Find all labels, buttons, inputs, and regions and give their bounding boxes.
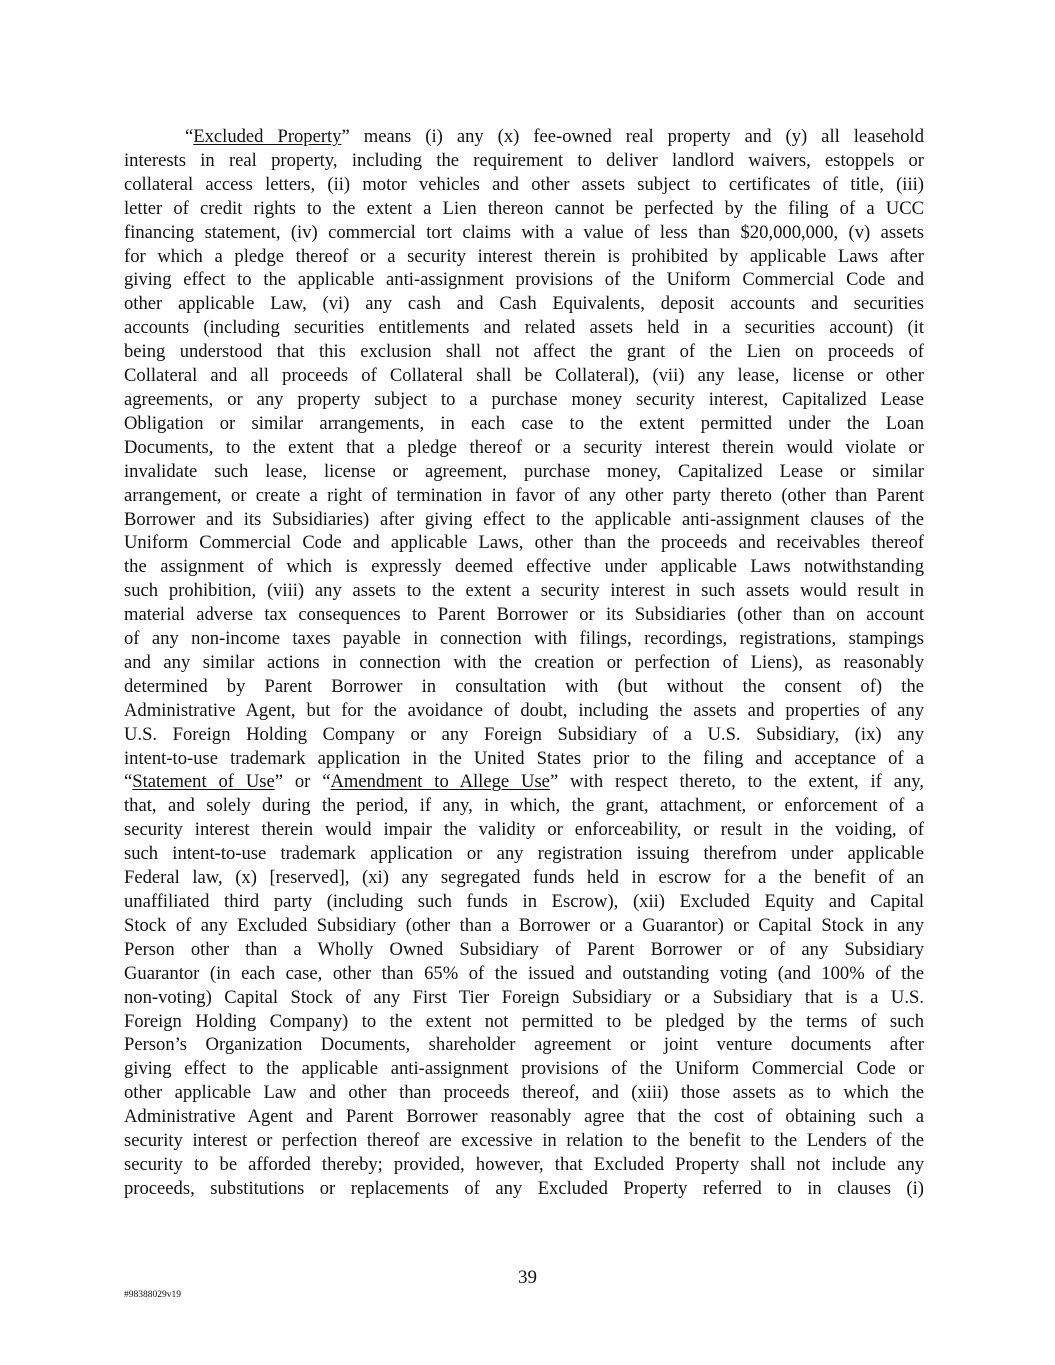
paragraph-lines-group xyxy=(124,149,924,771)
paragraph-line: unaffiliated third party (including such funds in Escrow), (xii) Excluded Equity and Capital xyxy=(124,891,924,912)
excluded-property-definition xyxy=(124,125,924,1201)
paragraph-line: Federal law, (x) [reserved], (xi) any segregated funds held in escrow for a the benefit of an xyxy=(124,867,924,889)
paragraph-line: U.S. Foreign Holding Company or any Foreign Subsidiary of a U.S. Subsidiary, (ix) any xyxy=(124,723,924,745)
paragraph-line: security interest or perfection thereof are excessive in relation to the benefit to the Lenders of the xyxy=(124,1130,924,1152)
paragraph-line: agreements, or any property subject to a purchase money security interest, Capitalized Lease xyxy=(124,388,924,410)
paragraph-line: Foreign Holding Company) to the extent not permitted to be pledged by the terms of such xyxy=(124,1010,924,1032)
paragraph-line: proceeds, substitutions or replacements of any Excluded Property referred to in clauses (i) xyxy=(124,1177,924,1199)
paragraph-line: Documents, to the extent that a pledge thereof or a security interest therein would violate or xyxy=(124,436,924,458)
paragraph-line: security to be afforded thereby; provided, however, that Excluded Property shall not include any xyxy=(124,1153,924,1175)
paragraph-line: determined by Parent Borrower in consultation with (but without the consent of) the xyxy=(124,675,924,697)
paragraph-lines-group xyxy=(124,794,924,1200)
paragraph-line: and any similar actions in connection with the creation or perfection of Liens), as reasonably xyxy=(124,651,924,673)
paragraph-line: intent-to-use trademark application in the United States prior to the filing and acceptance of a xyxy=(124,747,924,769)
paragraph-line: Uniform Commercial Code and applicable Laws, other than the proceeds and receivables thereof xyxy=(124,532,924,554)
paragraph-line: arrangement, or create a right of termination in favor of any other party thereto (other than Parent xyxy=(124,484,924,506)
paragraph-line: Guarantor (in each case, other than 65% of the issued and outstanding voting (and 100% of the xyxy=(124,962,924,984)
paragraph-line-statement-of-use: “Statement of Use” or “Amendment to Allege Use” with respect thereto, to the extent, if any, xyxy=(124,771,924,793)
paragraph-line-1: “Excluded Property” means (i) any (x) fee-owned real property and (y) all leasehold xyxy=(185,126,924,147)
defined-term-excluded-property: Excluded Property xyxy=(193,126,342,147)
paragraph-line: collateral access letters, (ii) motor vehicles and other assets subject to certificates of title, (iii) xyxy=(124,173,924,195)
page-number: 39 xyxy=(518,1267,537,1288)
paragraph-line: other applicable Law and other than proceeds thereof, and (xiii) those assets as to which the xyxy=(124,1082,924,1104)
defined-term-amendment-to-allege-use: Amendment to Allege Use xyxy=(330,771,550,793)
document-id: #98388029v19 xyxy=(124,1290,181,1300)
paragraph-line: material adverse tax consequences to Parent Borrower or its Subsidiaries (other than on account xyxy=(124,604,924,626)
paragraph-line: financing statement, (iv) commercial tort claims with a value of less than $20,000,000, (v) assets xyxy=(124,221,924,243)
paragraph-line: for which a pledge thereof or a security interest therein is prohibited by applicable Laws after xyxy=(124,245,924,267)
paragraph-line: invalidate such lease, license or agreement, purchase money, Capitalized Lease or similar xyxy=(124,460,924,482)
paragraph-line: Person’s Organization Documents, shareholder agreement or joint venture documents after xyxy=(124,1034,924,1056)
paragraph-line: security interest therein would impair the validity or enforceability, or result in the voiding, of xyxy=(124,819,924,841)
paragraph-line: being understood that this exclusion shall not affect the grant of the Lien on proceeds of xyxy=(124,341,924,363)
paragraph-line: giving effect to the applicable anti-assignment provisions of the Uniform Commercial Code or xyxy=(124,1058,924,1080)
paragraph-line: other applicable Law, (vi) any cash and Cash Equivalents, deposit accounts and securities xyxy=(124,293,924,315)
paragraph-line: accounts (including securities entitlements and related assets held in a securities account) (it xyxy=(124,317,924,339)
paragraph-line: such prohibition, (viii) any assets to the extent a security interest in such assets would result in xyxy=(124,580,924,602)
paragraph-line: Administrative Agent and Parent Borrower reasonably agree that the cost of obtaining such a xyxy=(124,1106,924,1128)
defined-term-statement-of-use: Statement of Use xyxy=(132,771,275,793)
paragraph-line: of any non-income taxes payable in connection with filings, recordings, registrations, stampings xyxy=(124,628,924,650)
paragraph-line: such intent-to-use trademark application or any registration issuing therefrom under applicable xyxy=(124,843,924,865)
paragraph-line: Borrower and its Subsidiaries) after giving effect to the applicable anti-assignment clauses of the xyxy=(124,508,924,530)
paragraph-line: Person other than a Wholly Owned Subsidiary of Parent Borrower or of any Subsidiary xyxy=(124,938,924,960)
paragraph-line: Administrative Agent, but for the avoidance of doubt, including the assets and properties of any xyxy=(124,699,924,721)
paragraph-line: giving effect to the applicable anti-assignment provisions of the Uniform Commercial Code and xyxy=(124,269,924,291)
paragraph-line: non-voting) Capital Stock of any First Tier Foreign Subsidiary or a Subsidiary that is a U.S. xyxy=(124,986,924,1008)
paragraph-line: that, and solely during the period, if any, in which, the grant, attachment, or enforcement of a xyxy=(124,795,924,817)
paragraph-line: Collateral and all proceeds of Collateral shall be Collateral), (vii) any lease, license or other xyxy=(124,365,924,387)
paragraph-line: Stock of any Excluded Subsidiary (other than a Borrower or a Guarantor) or Capital Stock in any xyxy=(124,914,924,936)
paragraph-line: interests in real property, including the requirement to deliver landlord waivers, estoppels or xyxy=(124,149,924,171)
paragraph-line: letter of credit rights to the extent a Lien thereon cannot be perfected by the filing of a UCC xyxy=(124,197,924,219)
paragraph-line: the assignment of which is expressly deemed effective under applicable Laws notwithstanding xyxy=(124,556,924,578)
paragraph-line: Obligation or similar arrangements, in each case to the extent permitted under the Loan xyxy=(124,412,924,434)
